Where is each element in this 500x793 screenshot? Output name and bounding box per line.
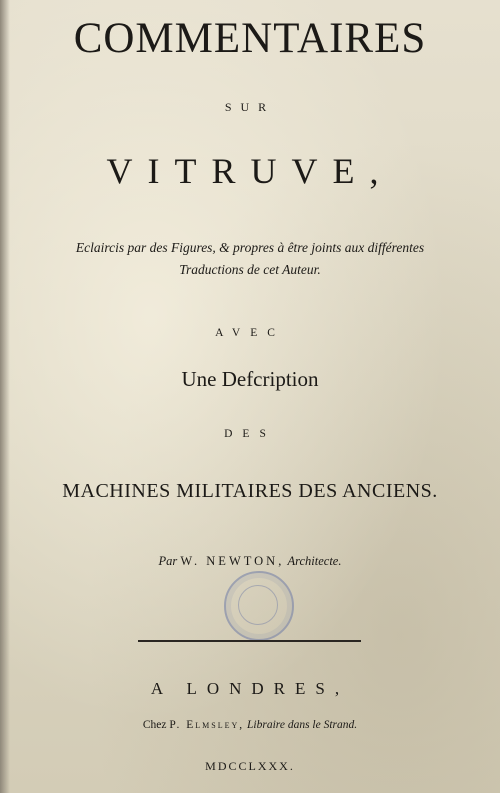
publisher-chez: Chez: [142, 719, 167, 731]
divider-rule: [138, 640, 361, 642]
library-stamp: [224, 571, 294, 641]
description-line-1: Eclaircis par des Figures, & propres à être joints aux différentes: [75, 240, 425, 255]
publication-year: MDCCLXXX.: [205, 759, 295, 773]
author-line: [0, 554, 500, 569]
machines-line: MACHINES MILITAIRES DES ANCIENS.: [62, 480, 438, 502]
binding-shadow: [0, 0, 10, 793]
subject-title: VITRUVE,: [106, 151, 394, 191]
subtitle-sur: SUR: [224, 100, 276, 114]
des-line: DES: [224, 428, 276, 440]
author-par: Par: [158, 554, 178, 568]
publisher-name: P. Elmsley,: [169, 719, 245, 731]
title: COMMENTAIRES: [73, 15, 427, 62]
city-line: A LONDRES,: [150, 679, 350, 698]
publisher-address: Libraire dans le Strand.: [247, 719, 358, 731]
publisher-line: [0, 719, 500, 731]
author-name: W. NEWTON,: [180, 554, 285, 568]
description-line-2: Traductions de cet Auteur.: [179, 262, 321, 277]
avec-line: AVEC: [215, 327, 285, 339]
une-description-line: Une Defcription: [181, 367, 319, 391]
library-stamp-inner-ring: [238, 585, 278, 625]
author-role: Architecte.: [287, 554, 342, 568]
